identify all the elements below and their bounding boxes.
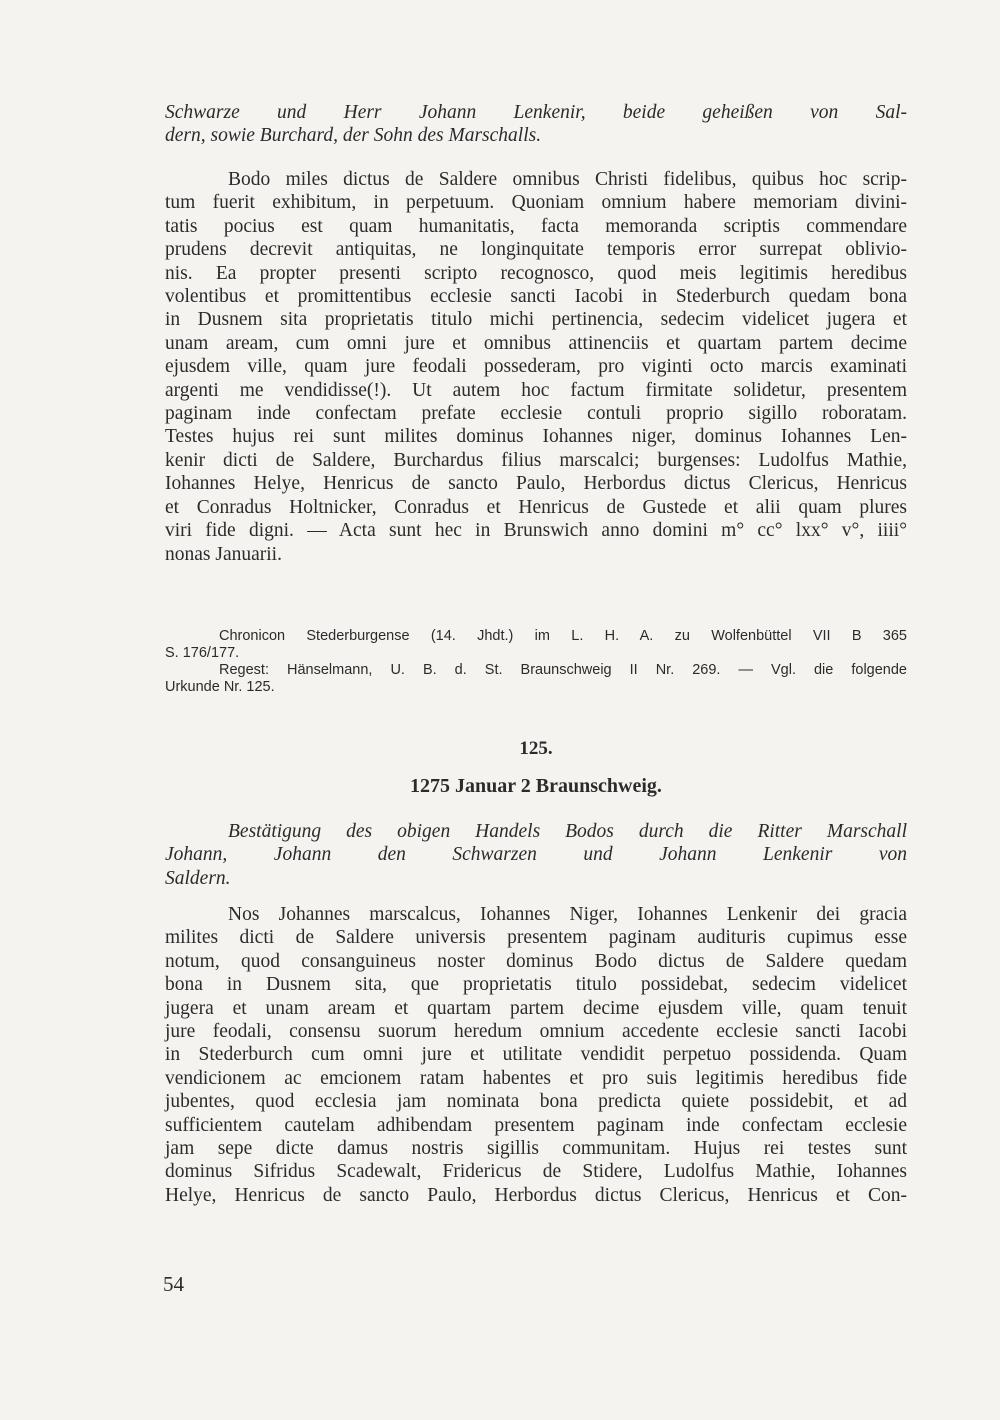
text-line: tum fuerit exhibitum, in perpetuum. Quoniam omnium habere memoriam divini- — [165, 192, 907, 214]
text-line: milites dicti de Saldere universis presentem paginam audituris cupimus esse — [165, 927, 907, 949]
text-line: jugera et unam aream et quartam partem decime ejusdem ville, quam tenuit — [165, 997, 907, 1019]
text-line: viri fide digni. — Acta sunt hec in Brunswich anno domini m° cc° lxx° v°, iiii° — [165, 520, 907, 542]
document-number: 125. — [519, 738, 553, 759]
text-line: volentibus et promittentibus ecclesie sancti Iacobi in Stederburch quedam bona — [165, 286, 907, 308]
text-line: notum, quod consanguineus noster dominus Bodo dictus de Saldere quedam — [165, 950, 907, 972]
text-line: Iohannes Helye, Henricus de sancto Paulo, Herbordus dictus Clericus, Henricus — [165, 473, 907, 495]
text-line: prudens decrevit antiquitas, ne longinquitate temporis error surrepat oblivio- — [165, 239, 907, 261]
source-note — [165, 628, 907, 696]
charter-text-124 — [165, 168, 907, 566]
text-line: jam sepe dicte damus nostris sigillis communitam. Hujus rei testes sunt — [165, 1138, 907, 1160]
text-line: Bestätigung des obigen Handels Bodos durch die Ritter Marschall — [228, 821, 907, 842]
text-line: Helye, Henricus de sancto Paulo, Herbordus dictus Clericus, Henricus et Con- — [165, 1184, 907, 1206]
document-date: 1275 Januar 2 Braunschweig. — [410, 775, 662, 797]
text-line: jure feodali, consensu suorum heredum omnium accedente ecclesie sancti Iacobi — [165, 1021, 907, 1043]
text-line: dominus Sifridus Scadewalt, Fridericus de Stidere, Ludolfus Mathie, Iohannes — [165, 1161, 907, 1183]
text-line: vendicionem ac emcionem ratam habentes et pro suis legitimis heredibus fide — [165, 1067, 907, 1089]
page-number: 54 — [163, 1272, 184, 1296]
note-line: Urkunde Nr. 125. — [165, 679, 275, 695]
text-line: bona in Dusnem sita, que proprietatis titulo possidebat, sedecim videlicet — [165, 974, 907, 996]
text-line: tatis pocius est quam humanitatis, facta memoranda scriptis commendare — [165, 215, 907, 237]
regest-continuation — [165, 101, 907, 148]
text-line: Schwarze und Herr Johann Lenkenir, beide geheißen von Sal- — [165, 102, 907, 123]
note-line: Regest: Hänselmann, U. B. d. St. Braunschweig II Nr. 269. — Vgl. die folgende — [219, 662, 907, 678]
text-line: paginam inde confectam prefate ecclesie contuli proprio sigillo roboratam. — [165, 403, 907, 425]
text-line: unam aream, cum omni jure et omnibus attinenciis et quartam partem decime — [165, 332, 907, 354]
text-line: kenir dicti de Saldere, Burchardus filius marscalci; burgenses: Ludolfus Mathie, — [165, 449, 907, 471]
text-line: ejusdem ville, quam jure feodali possederam, pro viginti octo marcis examinati — [165, 356, 907, 378]
text-line: nonas Januarii. — [165, 543, 282, 565]
text-line: jubentes, quod ecclesia jam nominata bona predicta quiete possidebit, et ad — [165, 1091, 907, 1113]
charter-text-125 — [165, 903, 907, 1207]
text-line: argenti me vendidisse(!). Ut autem hoc factum firmitate solidetur, presentem — [165, 379, 907, 401]
text-line: Nos Johannes marscalcus, Iohannes Niger, Iohannes Lenkenir dei gracia — [228, 904, 907, 925]
text-line: Testes hujus rei sunt milites dominus Iohannes niger, dominus Iohannes Len- — [165, 426, 907, 448]
text-line: Johann, Johann den Schwarzen und Johann Lenkenir von — [165, 844, 907, 866]
text-line: Saldern. — [165, 867, 231, 889]
text-line: sufficientem cautelam adhibendam presentem paginam inde confectam ecclesie — [165, 1114, 907, 1136]
note-line: S. 176/177. — [165, 645, 240, 661]
text-line: dern, sowie Burchard, der Sohn des Marschalls. — [165, 125, 542, 147]
text-line: et Conradus Holtnicker, Conradus et Henricus de Gustede et alii quam plures — [165, 496, 907, 518]
text-line: nis. Ea propter presenti scripto recognosco, quod meis legitimis heredibus — [165, 262, 907, 284]
text-line: Bodo miles dictus de Saldere omnibus Christi fidelibus, quibus hoc scrip- — [228, 169, 907, 190]
note-line: Chronicon Stederburgense (14. Jhdt.) im L. H. A. zu Wolfenbüttel VII B 365 — [219, 628, 907, 644]
regest-125 — [165, 820, 907, 890]
text-line: in Dusnem sita proprietatis titulo michi pertinencia, sedecim videlicet jugera et — [165, 309, 907, 331]
text-line: in Stederburch cum omni jure et utilitate vendidit perpetuo possidenda. Quam — [165, 1044, 907, 1066]
